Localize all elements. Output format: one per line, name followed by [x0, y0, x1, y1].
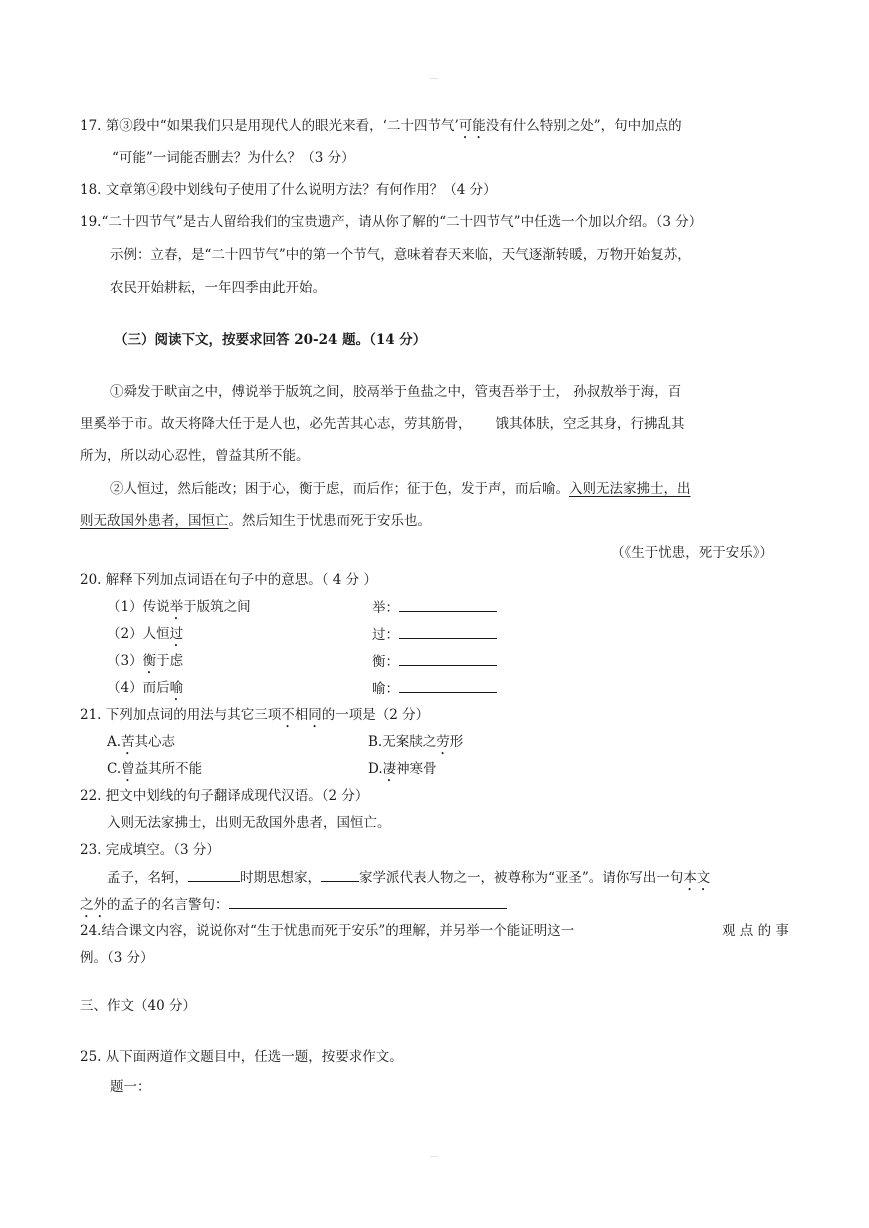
q20-item-2: （2）人恒过: [107, 626, 184, 642]
section-3-title: （三）阅读下文，按要求回答 20-24 题。（14 分）: [114, 332, 427, 348]
q20-answer-2: 过：: [372, 624, 497, 644]
q21-option-a[interactable]: A.苦其心志: [107, 734, 176, 750]
question-22-title: 22. 把文中划线的句子翻译成现代汉语。（2 分）: [80, 788, 369, 804]
passage-p1-line-2: 里奚举于市。故天将降大任于是人也，必先苦其心志，劳其筋骨， 饿其体肤，空乏其身，行拂乱其: [80, 416, 685, 432]
question-24-line-1a: 24.结合课文内容，说说你对“生于忧患而死于安乐”的理解，并另举一个能证明这一: [80, 923, 575, 939]
question-24-line-2: 例。（3 分）: [80, 950, 154, 966]
emphasized-word: 可能: [458, 118, 486, 134]
answer-blank[interactable]: [399, 678, 497, 693]
underlined-sentence-part-2: 则无敌国外患者，国恒亡: [80, 513, 229, 529]
q21-option-b[interactable]: B.无案牍之劳形: [368, 734, 464, 750]
answer-blank[interactable]: [399, 624, 497, 639]
fill-blank-school[interactable]: [321, 867, 359, 882]
question-17-line-1: 17. 第③段中“如果我们只是用现代人的眼光来看，‘二十四节气’可能没有什么特别之处”，句中加点的: [80, 118, 682, 134]
underlined-sentence-part-1: 入则无法家拂士，出: [569, 481, 691, 497]
question-25-topic-1: 题一：: [110, 1079, 151, 1095]
question-25-title: 25. 从下面两道作文题目中，任选一题，按要求作文。: [80, 1049, 403, 1065]
q21-option-d[interactable]: D.凄神寒骨: [368, 761, 437, 777]
q20-answer-1: 举：: [372, 597, 497, 617]
q20-item-3: （3）衡于虑: [107, 653, 184, 669]
question-23-line-2: 之外的孟子的名言警句：: [80, 894, 507, 914]
question-18: 18. 文章第④段中划线句子使用了什么说明方法？有何作用？（4 分）: [80, 182, 497, 198]
part-3-title: 三、作文（40 分）: [80, 998, 196, 1014]
fill-blank-quote[interactable]: [229, 894, 507, 909]
bottom-page-mark: [430, 1156, 438, 1157]
q20-item-4: （4）而后喻: [107, 680, 184, 696]
q20-item-1: （1）传说举于版筑之间: [107, 599, 251, 615]
question-24-line-1b: 观 点 的 事: [722, 923, 789, 939]
top-page-mark: [430, 78, 438, 79]
q21-option-c[interactable]: C.曾益其所不能: [107, 761, 203, 777]
question-19-example-line-1: 示例：立春，是“二十四节气”中的第一个节气，意味着春天来临，天气逐渐转暖，万物开始复苏，: [110, 247, 691, 263]
q20-answer-4: 喻：: [372, 678, 497, 698]
fill-blank-era[interactable]: [188, 867, 240, 882]
question-23-line-1: 孟子，名轲， 时期思想家， 家学派代表人物之一，被尊称为“亚圣”。请你写出一句本文: [107, 867, 710, 887]
question-21-title: 21. 下列加点词的用法与其它三项不相同的一项是（2 分）: [80, 707, 430, 723]
passage-p2-line-2: 则无敌国外患者，国恒亡。然后知生于忧患而死于安乐也。: [80, 513, 431, 529]
question-20-title: 20. 解释下列加点词语在句子中的意思。（ 4 分 ）: [80, 572, 377, 588]
passage-p1-line-1: ①舜发于畎亩之中，傅说举于版筑之间，胶鬲举于鱼盐之中，管夷吾举于士， 孙叔敖举于海，百: [110, 384, 682, 400]
passage-p1-line-3: 所为，所以动心忍性，曾益其所不能。: [80, 448, 310, 464]
answer-blank[interactable]: [399, 651, 497, 666]
question-22-sentence: 入则无法家拂士，出则无敌国外患者，国恒亡。: [107, 815, 391, 831]
answer-blank[interactable]: [399, 597, 497, 612]
question-19-line-1: 19.“二十四节气”是古人留给我们的宝贵遗产，请从你了解的“二十四节气”中任选一个加以介绍。（3 分）: [80, 214, 703, 230]
question-23-title: 23. 完成填空。（3 分）: [80, 842, 220, 858]
question-19-example-line-2: 农民开始耕耘，一年四季由此开始。: [110, 280, 326, 296]
question-17-line-2: “可能”一词能否删去？为什么？（3 分）: [112, 150, 355, 166]
passage-source: （《生于忧患，死于安乐》）: [611, 545, 773, 561]
q20-answer-3: 衡：: [372, 651, 497, 671]
passage-p2-line-1: ②人恒过，然后能改；困于心，衡于虑，而后作；征于色，发于声，而后喻。入则无法家拂士，出: [110, 481, 691, 497]
